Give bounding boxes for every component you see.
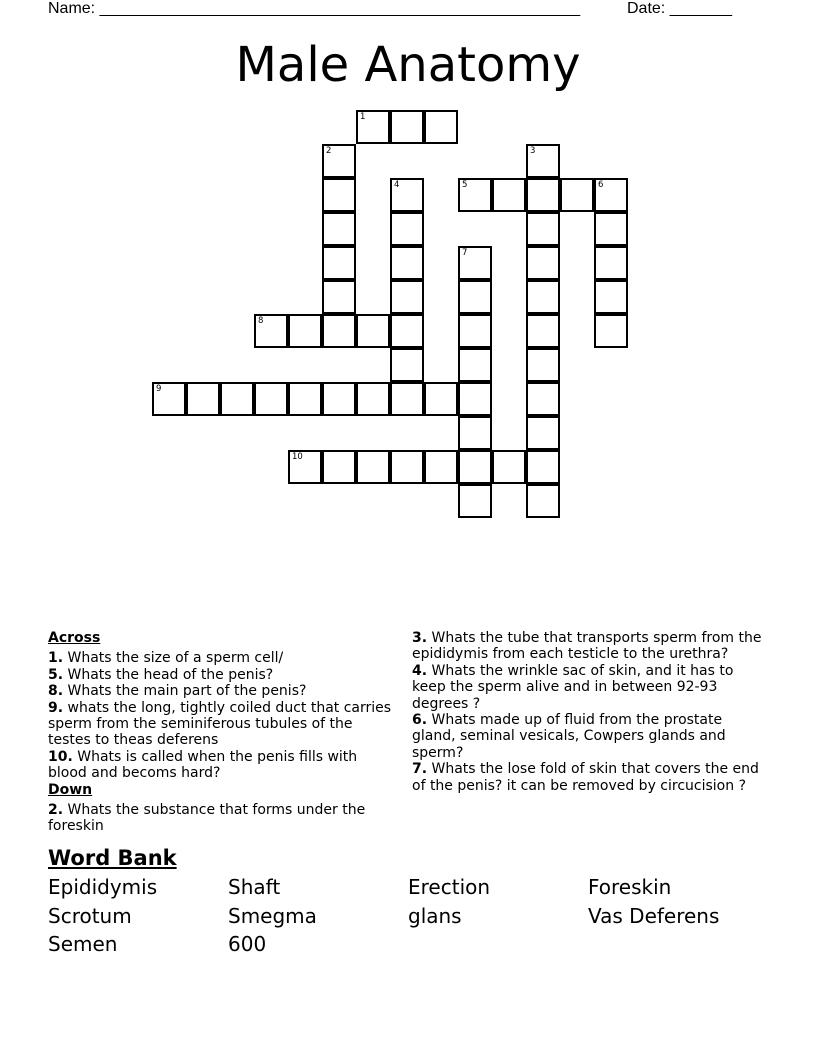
crossword-cell[interactable] <box>356 314 390 348</box>
down-clue: 2. Whats the substance that forms under the foreskin <box>48 802 366 835</box>
word-bank-word: Epididymis <box>48 875 158 899</box>
across-clue: 10. Whats is called when the penis fills with blood and becoms hard? <box>48 748 358 782</box>
crossword-cell[interactable] <box>186 382 220 416</box>
crossword-cell[interactable] <box>322 178 356 212</box>
crossword-cell[interactable] <box>560 178 594 212</box>
word-bank-word: Scrotum <box>48 903 132 928</box>
clue-number: 1 <box>360 112 366 122</box>
crossword-cell[interactable] <box>594 178 628 212</box>
crossword-cell[interactable] <box>322 246 356 280</box>
word-bank-title: Word Bank <box>48 846 177 870</box>
name-field[interactable]: Name: ______________________________________________________ <box>48 0 581 17</box>
across-heading: Across <box>48 630 101 646</box>
word-bank-word: Shaft <box>228 875 281 899</box>
page-title: Male Anatomy <box>235 37 581 93</box>
crossword-cell[interactable] <box>288 382 322 416</box>
clue-number: 5 <box>462 180 468 190</box>
crossword-cell[interactable] <box>322 280 356 314</box>
crossword-cell[interactable] <box>390 110 424 144</box>
crossword-cell[interactable] <box>526 246 560 280</box>
crossword-cell[interactable] <box>322 144 356 178</box>
clue-number: 7 <box>462 248 468 258</box>
down-clue: 3. Whats the tube that transports sperm from the epididymis from each testicle to the urethra? <box>412 630 762 663</box>
date-field[interactable]: Date: _______ <box>627 0 732 17</box>
crossword-cell[interactable] <box>390 246 424 280</box>
clues-right-column <box>412 630 762 794</box>
crossword-cell[interactable] <box>356 450 390 484</box>
crossword-cell[interactable] <box>526 314 560 348</box>
clue-number: 8 <box>258 316 264 326</box>
word-bank <box>48 873 768 959</box>
crossword-cell[interactable] <box>526 280 560 314</box>
crossword-cell[interactable] <box>152 382 186 416</box>
down-heading: Down <box>48 781 93 798</box>
crossword-cell[interactable] <box>526 382 560 416</box>
crossword-cell[interactable] <box>220 382 254 416</box>
word-bank-word: Erection <box>408 875 491 899</box>
crossword-cell[interactable] <box>390 280 424 314</box>
crossword-cell[interactable] <box>526 416 560 450</box>
word-bank-word: 600 <box>228 932 267 956</box>
crossword-cell[interactable] <box>390 450 424 484</box>
down-clue: 6. Whats made up of fluid from the prostate gland, seminal vesicals, Cowpers glands and sperm? <box>412 712 726 761</box>
crossword-cell[interactable] <box>458 416 492 450</box>
crossword-cell[interactable] <box>526 212 560 246</box>
crossword-cell[interactable] <box>492 450 526 484</box>
crossword-cell[interactable] <box>594 314 628 348</box>
crossword-cell[interactable] <box>458 348 492 382</box>
word-bank-word: Foreskin <box>588 875 672 899</box>
clue-number: 10 <box>292 452 303 462</box>
clue-number: 4 <box>394 180 400 190</box>
clue-number: 9 <box>156 384 162 394</box>
crossword-cell[interactable] <box>526 450 560 484</box>
crossword-cell[interactable] <box>526 348 560 382</box>
word-bank-word: glans <box>408 903 462 928</box>
crossword-cell[interactable] <box>424 382 458 416</box>
crossword-cell[interactable] <box>254 382 288 416</box>
crossword-cell[interactable] <box>458 246 492 280</box>
clue-number: 6 <box>598 180 604 190</box>
across-clue: 5. Whats the head of the penis? <box>48 666 274 683</box>
crossword-cell[interactable] <box>458 382 492 416</box>
crossword-cell[interactable] <box>526 144 560 178</box>
crossword-cell[interactable] <box>322 382 356 416</box>
across-clue: 8. Whats the main part of the penis? <box>48 683 307 700</box>
crossword-cell[interactable] <box>254 314 288 348</box>
crossword-cell[interactable] <box>594 246 628 280</box>
crossword-cell[interactable] <box>424 450 458 484</box>
crossword-cell[interactable] <box>458 178 492 212</box>
crossword-cell[interactable] <box>526 484 560 518</box>
across-clue: 9. whats the long, tightly coiled duct that carries sperm from the seminiferous tubules of the testes to theas deferens <box>48 699 392 749</box>
word-bank-word: Vas Deferens <box>588 903 720 928</box>
crossword-cell[interactable] <box>390 212 424 246</box>
crossword-cell[interactable] <box>390 314 424 348</box>
crossword-cell[interactable] <box>458 280 492 314</box>
crossword-cell[interactable] <box>288 450 322 484</box>
clues-left-column <box>48 630 398 835</box>
crossword-cell[interactable] <box>322 450 356 484</box>
crossword-cell[interactable] <box>594 280 628 314</box>
crossword-cell[interactable] <box>356 110 390 144</box>
crossword-cell[interactable] <box>458 450 492 484</box>
crossword-cell[interactable] <box>390 382 424 416</box>
crossword-cell[interactable] <box>288 314 322 348</box>
crossword-cell[interactable] <box>526 178 560 212</box>
down-clue: 4. Whats the wrinkle sac of skin, and it has to keep the sperm alive and in between 92-93 degrees ? <box>412 662 734 712</box>
crossword-cell[interactable] <box>390 178 424 212</box>
down-clue: 7. Whats the lose fold of skin that covers the end of the penis? it can be removed by circucision ? <box>412 761 759 794</box>
clue-number: 3 <box>530 146 536 156</box>
crossword-cell[interactable] <box>390 348 424 382</box>
crossword-cell[interactable] <box>458 484 492 518</box>
clue-number: 2 <box>326 146 332 156</box>
across-clue: 1. Whats the size of a sperm cell/ <box>48 650 284 667</box>
word-bank-word: Smegma <box>228 903 317 928</box>
crossword-cell[interactable] <box>424 110 458 144</box>
crossword-cell[interactable] <box>594 212 628 246</box>
crossword-cell[interactable] <box>458 314 492 348</box>
crossword-cell[interactable] <box>492 178 526 212</box>
crossword-cell[interactable] <box>322 212 356 246</box>
crossword-cell[interactable] <box>322 314 356 348</box>
word-bank-word: Semen <box>48 932 118 956</box>
crossword-cell[interactable] <box>356 382 390 416</box>
